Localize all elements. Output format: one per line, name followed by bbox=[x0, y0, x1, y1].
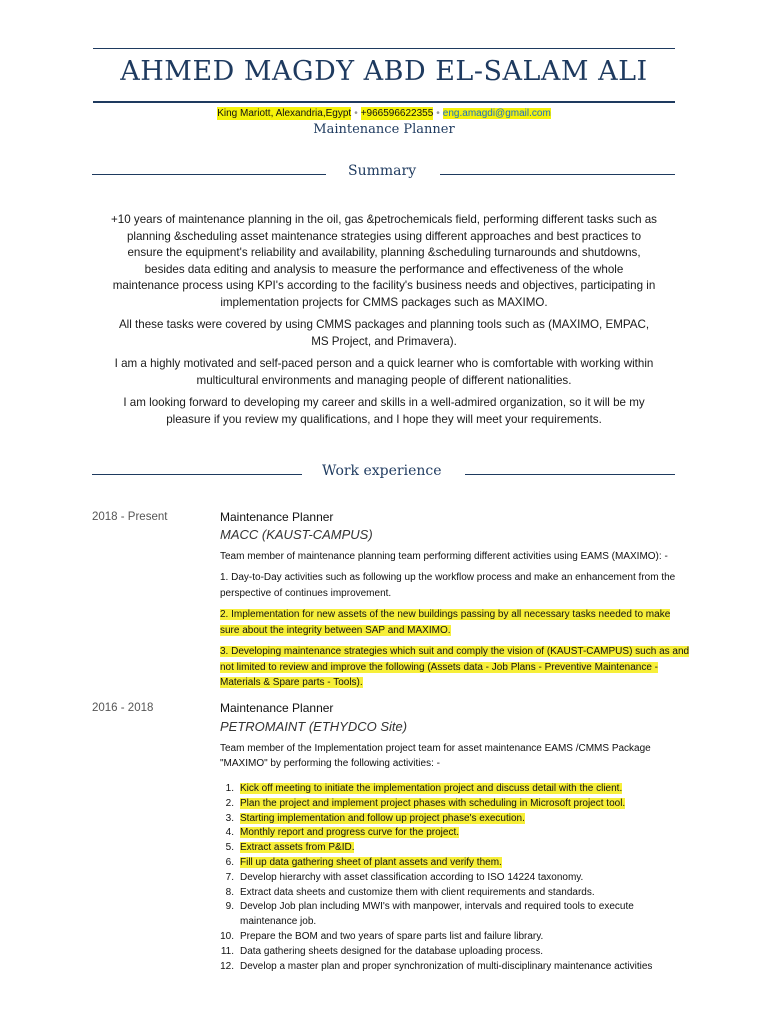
job-intro: Team member of the Implementation project team for asset maintenance EAMS /CMMS Package "MAXIMO" by performing the following activities: - bbox=[220, 743, 651, 769]
separator-dot: • bbox=[436, 108, 440, 119]
summary-heading: Summary bbox=[348, 163, 417, 179]
job-title: Maintenance Planner bbox=[220, 510, 334, 524]
summary-paragraph: All these tasks were covered by using CMMS packages and planning tools such as (MAXIMO, EMPAC, MS Project, and Primavera). bbox=[118, 318, 650, 348]
list-number: 12. bbox=[220, 960, 234, 972]
list-item bbox=[212, 826, 692, 841]
job-company: PETROMAINT (ETHYDCO Site) bbox=[220, 719, 408, 734]
contact-line bbox=[0, 108, 768, 119]
job-date: 2016 - 2018 bbox=[92, 702, 154, 714]
list-item bbox=[212, 782, 692, 797]
list-item bbox=[212, 886, 692, 901]
summary-paragraph: I am a highly motivated and self-paced person and a quick learner who is comfortable with working within multicultural environments and managing people of different nationalities. bbox=[114, 357, 654, 387]
list-text: Extract assets from P&ID. bbox=[240, 842, 355, 854]
summary-paragraph: +10 years of maintenance planning in the oil, gas &petrochemicals field, performing different tasks such as planning &scheduling asset maintenance strategies using different approaches and best practices to ensure the equipment's reliability and availability, planning &scheduling turnarounds and shutdowns, besides data editing and analysis to measure the performance and effectiveness of the whole maintenance process using KPI's according to the facility's business needs and objectives, participating in implementation projects for CMMS packages such as MAXIMO. bbox=[111, 213, 657, 309]
list-item bbox=[212, 900, 692, 930]
email-link[interactable]: eng.amagdi@gmail.com bbox=[442, 108, 551, 119]
list-item bbox=[212, 960, 692, 975]
list-number: 2. bbox=[225, 797, 234, 809]
top-rule bbox=[93, 48, 675, 49]
summary-rule-right bbox=[440, 174, 675, 175]
list-text: Extract data sheets and customize them with client requirements and standards. bbox=[240, 886, 595, 898]
list-text: Prepare the BOM and two years of spare parts list and failure library. bbox=[240, 930, 544, 942]
list-item bbox=[212, 812, 692, 827]
job-date: 2018 - Present bbox=[92, 511, 168, 523]
list-number: 6. bbox=[225, 856, 234, 868]
summary-rule-left bbox=[92, 174, 326, 175]
work-heading: Work experience bbox=[322, 463, 442, 479]
list-number: 10. bbox=[220, 930, 234, 942]
job-company: MACC (KAUST-CAMPUS) bbox=[220, 527, 373, 542]
job-item-highlight: 3. Developing maintenance strategies which suit and comply the vision of (KAUST-CAMPUS) such as and not limited to review and improve the following (Assets data - Job Plans - Preventive Maintenance - Materials & Spare parts - Tools). bbox=[220, 646, 690, 688]
list-text: Develop a master plan and proper synchronization of multi-disciplinary maintenance activities bbox=[240, 960, 653, 972]
list-number: 5. bbox=[225, 842, 234, 854]
job-item: 1. Day-to-Day activities such as following up the workflow process and make an enhancement from the perspective of continues improvement. bbox=[220, 572, 676, 599]
list-item bbox=[212, 930, 692, 945]
activity-list bbox=[212, 782, 692, 974]
job-title-header: Maintenance Planner bbox=[313, 122, 455, 137]
list-item bbox=[212, 871, 692, 886]
list-text: Starting implementation and follow up project phase's execution. bbox=[240, 812, 525, 824]
job-item bbox=[220, 644, 690, 691]
list-item bbox=[212, 841, 692, 856]
list-number: 8. bbox=[225, 886, 234, 898]
list-text: Plan the project and implement project phases with scheduling in Microsoft project tool. bbox=[240, 797, 626, 809]
list-text: Develop Job plan including MWI's with manpower, intervals and required tools to execute maintenance job. bbox=[240, 901, 634, 928]
list-number: 9. bbox=[225, 901, 234, 913]
list-item bbox=[212, 797, 692, 812]
job-item bbox=[220, 607, 690, 638]
job-item-highlight: 2. Implementation for new assets of the new buildings passing by all necessary tasks needed to make sure about the integrity between SAP and MAXIMO. bbox=[220, 609, 671, 636]
separator-dot: • bbox=[354, 108, 358, 119]
summary-paragraph: I am looking forward to developing my career and skills in a well-admired organization, so it will be my pleasure if you review my qualifications, and I hope they will meet your requirements. bbox=[123, 396, 645, 426]
list-text: Develop hierarchy with asset classification according to ISO 14224 taxonomy. bbox=[240, 871, 584, 883]
work-rule-right bbox=[465, 474, 675, 475]
work-rule-left bbox=[92, 474, 302, 475]
list-number: 3. bbox=[225, 812, 234, 824]
list-text: Fill up data gathering sheet of plant assets and verify them. bbox=[240, 856, 502, 868]
list-text: Kick off meeting to initiate the implementation project and discuss detail with the client. bbox=[240, 783, 623, 794]
list-number: 4. bbox=[225, 827, 234, 839]
job-title: Maintenance Planner bbox=[220, 701, 334, 715]
list-number: 7. bbox=[225, 871, 234, 883]
list-text: Data gathering sheets designed for the database uploading process. bbox=[240, 945, 543, 957]
list-number: 11. bbox=[220, 945, 234, 957]
phone: +966596622355 bbox=[360, 108, 434, 119]
list-item bbox=[212, 945, 692, 960]
name-underline bbox=[93, 101, 675, 103]
list-number: 1. bbox=[225, 783, 234, 794]
list-text: Monthly report and progress curve for the project. bbox=[240, 827, 459, 839]
address: King Mariott, Alexandria,Egypt bbox=[217, 108, 352, 119]
summary-text bbox=[110, 212, 658, 434]
list-item bbox=[212, 856, 692, 871]
candidate-name: AHMED MAGDY ABD EL-SALAM ALI bbox=[120, 56, 648, 87]
job-intro: Team member of maintenance planning team performing different activities using EAMS (MAXIMO): - bbox=[220, 551, 668, 562]
